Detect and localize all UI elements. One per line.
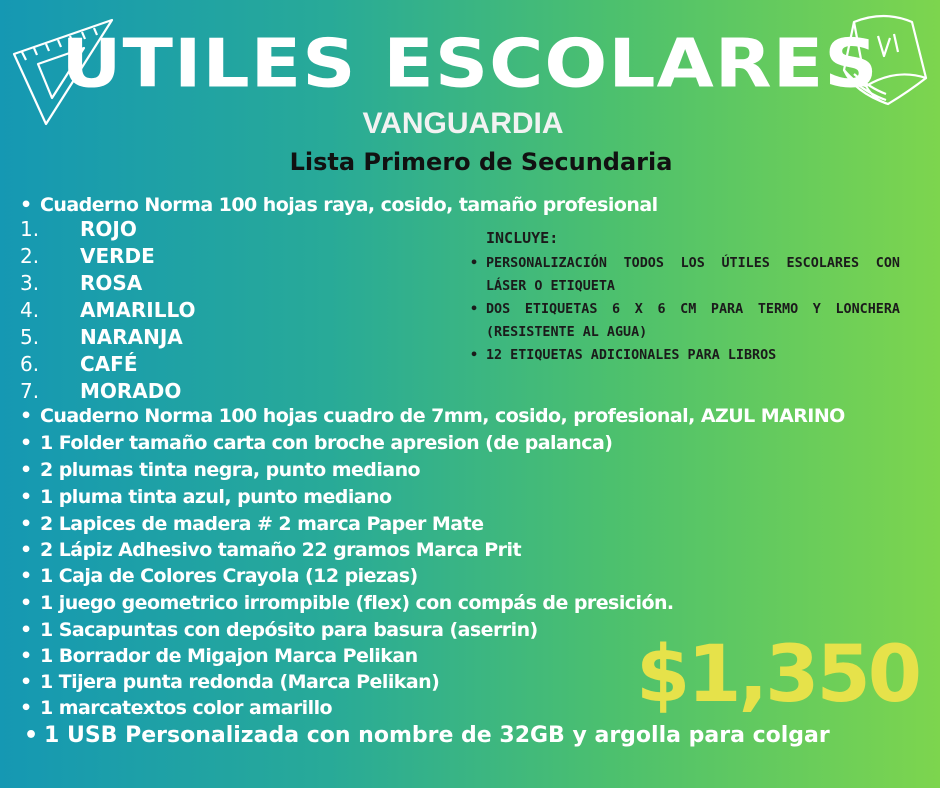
color-item: 5. NARANJA bbox=[20, 325, 183, 349]
color-item: 6. CAFÉ bbox=[20, 352, 138, 376]
list-subtitle: Lista Primero de Secundaria bbox=[289, 148, 673, 176]
list-item: • 1 marcatextos color amarillo bbox=[20, 697, 333, 719]
includes-item: • PERSONALIZACIÓN TODOS LOS ÚTILES ESCOLARES CON LÁSER O ETIQUETA bbox=[470, 256, 900, 294]
price-label: $1,350 bbox=[636, 630, 919, 720]
list-item: • 1 Tijera punta redonda (Marca Pelikan) bbox=[20, 671, 440, 693]
includes-title: INCLUYE: bbox=[486, 229, 559, 247]
school-name: VANGUARDIA bbox=[362, 107, 564, 140]
list-item-label: Cuaderno Norma 100 hojas raya, cosido, tamaño profesional bbox=[40, 194, 658, 216]
includes-item: • DOS ETIQUETAS 6 X 6 CM PARA TERMO Y LONCHERA (RESISTENTE AL AGUA) bbox=[470, 302, 900, 340]
bullet: • bbox=[20, 194, 32, 216]
color-item: 4. AMARILLO bbox=[20, 298, 196, 322]
list-item-usb: • 1 USB Personalizada con nombre de 32GB y argolla para colgar bbox=[24, 723, 830, 748]
color-item: 3. ROSA bbox=[20, 271, 143, 295]
list-item: • 1 Sacapuntas con depósito para basura (aserrin) bbox=[20, 619, 538, 641]
color-item: 7. MORADO bbox=[20, 379, 182, 403]
color-item: 2. VERDE bbox=[20, 244, 155, 268]
list-item-notebook-lined bbox=[20, 192, 658, 218]
list-item: • 2 plumas tinta negra, punto mediano bbox=[20, 459, 421, 481]
includes-box bbox=[470, 228, 900, 367]
list-item: • 1 Folder tamaño carta con broche apresion (de palanca) bbox=[20, 432, 613, 454]
list-item: • 1 pluma tinta azul, punto mediano bbox=[20, 486, 392, 508]
list-item: • 1 Borrador de Migajon Marca Pelikan bbox=[20, 645, 418, 667]
list-item: • 2 Lápiz Adhesivo tamaño 22 gramos Marca Prit bbox=[20, 539, 521, 561]
list-item: • 1 Caja de Colores Crayola (12 piezas) bbox=[20, 565, 418, 587]
page-title: UTILES ESCOLARES bbox=[61, 25, 879, 103]
list-item: • Cuaderno Norma 100 hojas cuadro de 7mm, cosido, profesional, AZUL MARINO bbox=[20, 405, 845, 427]
list-item: • 1 juego geometrico irrompible (flex) con compás de presición. bbox=[20, 592, 674, 614]
list-item: • 2 Lapices de madera # 2 marca Paper Mate bbox=[20, 513, 484, 535]
includes-item: • 12 ETIQUETAS ADICIONALES PARA LIBROS bbox=[470, 348, 777, 363]
color-item: 1. ROJO bbox=[20, 217, 137, 241]
